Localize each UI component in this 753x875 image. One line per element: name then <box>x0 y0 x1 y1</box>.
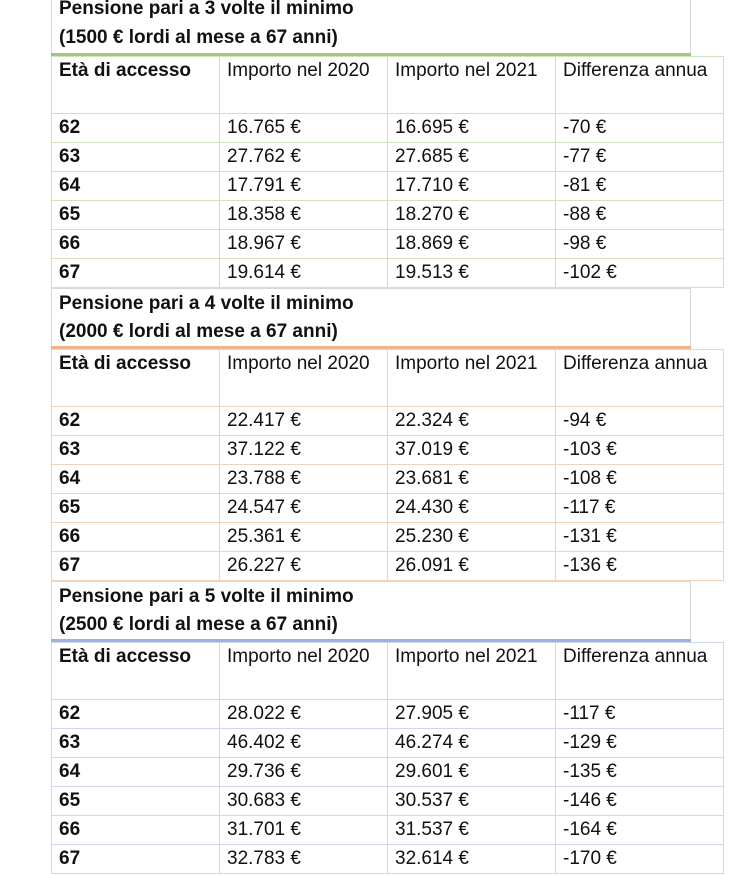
cell-2021: 46.274 € <box>388 729 556 758</box>
cell-age: 63 <box>52 143 220 172</box>
cell-diff: -131 € <box>556 523 724 552</box>
header-eta-accesso: Età di accesso <box>52 350 220 407</box>
table-header-row <box>52 57 724 114</box>
header-differenza: Differenza annua <box>556 57 724 114</box>
cell-2020: 24.547 € <box>220 494 388 523</box>
cell-diff: -98 € <box>556 230 724 259</box>
cell-age: 65 <box>52 201 220 230</box>
cell-diff: -164 € <box>556 816 724 845</box>
pension-table <box>51 642 724 874</box>
cell-2020: 28.022 € <box>220 700 388 729</box>
cell-age: 67 <box>52 845 220 874</box>
cell-2021: 31.537 € <box>388 816 556 845</box>
cell-diff: -136 € <box>556 552 724 581</box>
cell-2021: 16.695 € <box>388 114 556 143</box>
cell-age: 64 <box>52 465 220 494</box>
cell-age: 64 <box>52 758 220 787</box>
cell-age: 64 <box>52 172 220 201</box>
cell-diff: -117 € <box>556 700 724 729</box>
cell-2020: 23.788 € <box>220 465 388 494</box>
section-subtitle: (2500 € lordi al mese a 67 anni) <box>59 614 338 635</box>
cell-age: 67 <box>52 552 220 581</box>
cell-diff: -170 € <box>556 845 724 874</box>
cell-age: 65 <box>52 494 220 523</box>
cell-2020: 17.791 € <box>220 172 388 201</box>
cell-2020: 31.701 € <box>220 816 388 845</box>
pension-table <box>51 349 724 581</box>
header-importo-2020: Importo nel 2020 <box>220 350 388 407</box>
table-row <box>52 845 724 874</box>
cell-2021: 18.270 € <box>388 201 556 230</box>
cell-2021: 26.091 € <box>388 552 556 581</box>
cell-2020: 27.762 € <box>220 143 388 172</box>
cell-diff: -103 € <box>556 436 724 465</box>
table-row <box>52 407 724 436</box>
cell-2021: 32.614 € <box>388 845 556 874</box>
cell-age: 66 <box>52 816 220 845</box>
cell-2020: 29.736 € <box>220 758 388 787</box>
header-eta-accesso: Età di accesso <box>52 643 220 700</box>
table-header-row <box>52 350 724 407</box>
cell-2020: 25.361 € <box>220 523 388 552</box>
table-row <box>52 700 724 729</box>
table-row <box>52 259 724 288</box>
table-row <box>52 758 724 787</box>
cell-diff: -77 € <box>556 143 724 172</box>
table-row <box>52 465 724 494</box>
section-header <box>51 0 691 53</box>
cell-2020: 37.122 € <box>220 436 388 465</box>
cell-2020: 32.783 € <box>220 845 388 874</box>
cell-diff: -94 € <box>556 407 724 436</box>
cell-diff: -108 € <box>556 465 724 494</box>
cell-age: 63 <box>52 729 220 758</box>
table-row <box>52 787 724 816</box>
cell-age: 62 <box>52 700 220 729</box>
cell-age: 62 <box>52 114 220 143</box>
header-differenza: Differenza annua <box>556 350 724 407</box>
cell-2021: 30.537 € <box>388 787 556 816</box>
cell-age: 67 <box>52 259 220 288</box>
table-row <box>52 172 724 201</box>
table-row <box>52 523 724 552</box>
pension-document <box>51 0 708 874</box>
cell-2021: 18.869 € <box>388 230 556 259</box>
cell-2021: 37.019 € <box>388 436 556 465</box>
table-row <box>52 436 724 465</box>
cell-diff: -129 € <box>556 729 724 758</box>
cell-age: 62 <box>52 407 220 436</box>
cell-diff: -135 € <box>556 758 724 787</box>
cell-2021: 22.324 € <box>388 407 556 436</box>
header-importo-2021: Importo nel 2021 <box>388 643 556 700</box>
cell-2021: 29.601 € <box>388 758 556 787</box>
cell-2020: 26.227 € <box>220 552 388 581</box>
cell-2020: 46.402 € <box>220 729 388 758</box>
table-row <box>52 494 724 523</box>
cell-2021: 27.685 € <box>388 143 556 172</box>
cell-2021: 23.681 € <box>388 465 556 494</box>
cell-diff: -102 € <box>556 259 724 288</box>
table-row <box>52 201 724 230</box>
table-row <box>52 114 724 143</box>
table-row <box>52 552 724 581</box>
cell-2021: 19.513 € <box>388 259 556 288</box>
cell-2020: 18.358 € <box>220 201 388 230</box>
cell-2020: 16.765 € <box>220 114 388 143</box>
header-importo-2020: Importo nel 2020 <box>220 643 388 700</box>
cell-age: 63 <box>52 436 220 465</box>
table-row <box>52 230 724 259</box>
section-subtitle: (1500 € lordi al mese a 67 anni) <box>59 27 338 48</box>
cell-2020: 30.683 € <box>220 787 388 816</box>
cell-age: 65 <box>52 787 220 816</box>
cell-age: 66 <box>52 523 220 552</box>
pension-section-4x <box>51 288 708 581</box>
header-importo-2020: Importo nel 2020 <box>220 57 388 114</box>
cell-2021: 17.710 € <box>388 172 556 201</box>
cell-2020: 22.417 € <box>220 407 388 436</box>
section-title: Pensione pari a 5 volte il minimo <box>59 586 354 607</box>
cell-diff: -81 € <box>556 172 724 201</box>
cell-2021: 27.905 € <box>388 700 556 729</box>
header-importo-2021: Importo nel 2021 <box>388 57 556 114</box>
section-title: Pensione pari a 4 volte il minimo <box>59 293 354 314</box>
cell-diff: -88 € <box>556 201 724 230</box>
cell-2020: 18.967 € <box>220 230 388 259</box>
cell-age: 66 <box>52 230 220 259</box>
table-row <box>52 729 724 758</box>
table-row <box>52 816 724 845</box>
pension-section-3x <box>51 0 708 288</box>
cell-2021: 24.430 € <box>388 494 556 523</box>
header-differenza: Differenza annua <box>556 643 724 700</box>
header-eta-accesso: Età di accesso <box>52 57 220 114</box>
section-header <box>51 288 691 346</box>
table-row <box>52 143 724 172</box>
section-subtitle: (2000 € lordi al mese a 67 anni) <box>59 321 338 342</box>
header-importo-2021: Importo nel 2021 <box>388 350 556 407</box>
cell-diff: -117 € <box>556 494 724 523</box>
cell-2020: 19.614 € <box>220 259 388 288</box>
table-header-row <box>52 643 724 700</box>
pension-section-5x <box>51 581 708 874</box>
section-title: Pensione pari a 3 volte il minimo <box>59 0 354 19</box>
cell-diff: -70 € <box>556 114 724 143</box>
cell-2021: 25.230 € <box>388 523 556 552</box>
pension-table <box>51 56 724 288</box>
section-header <box>51 581 691 639</box>
cell-diff: -146 € <box>556 787 724 816</box>
